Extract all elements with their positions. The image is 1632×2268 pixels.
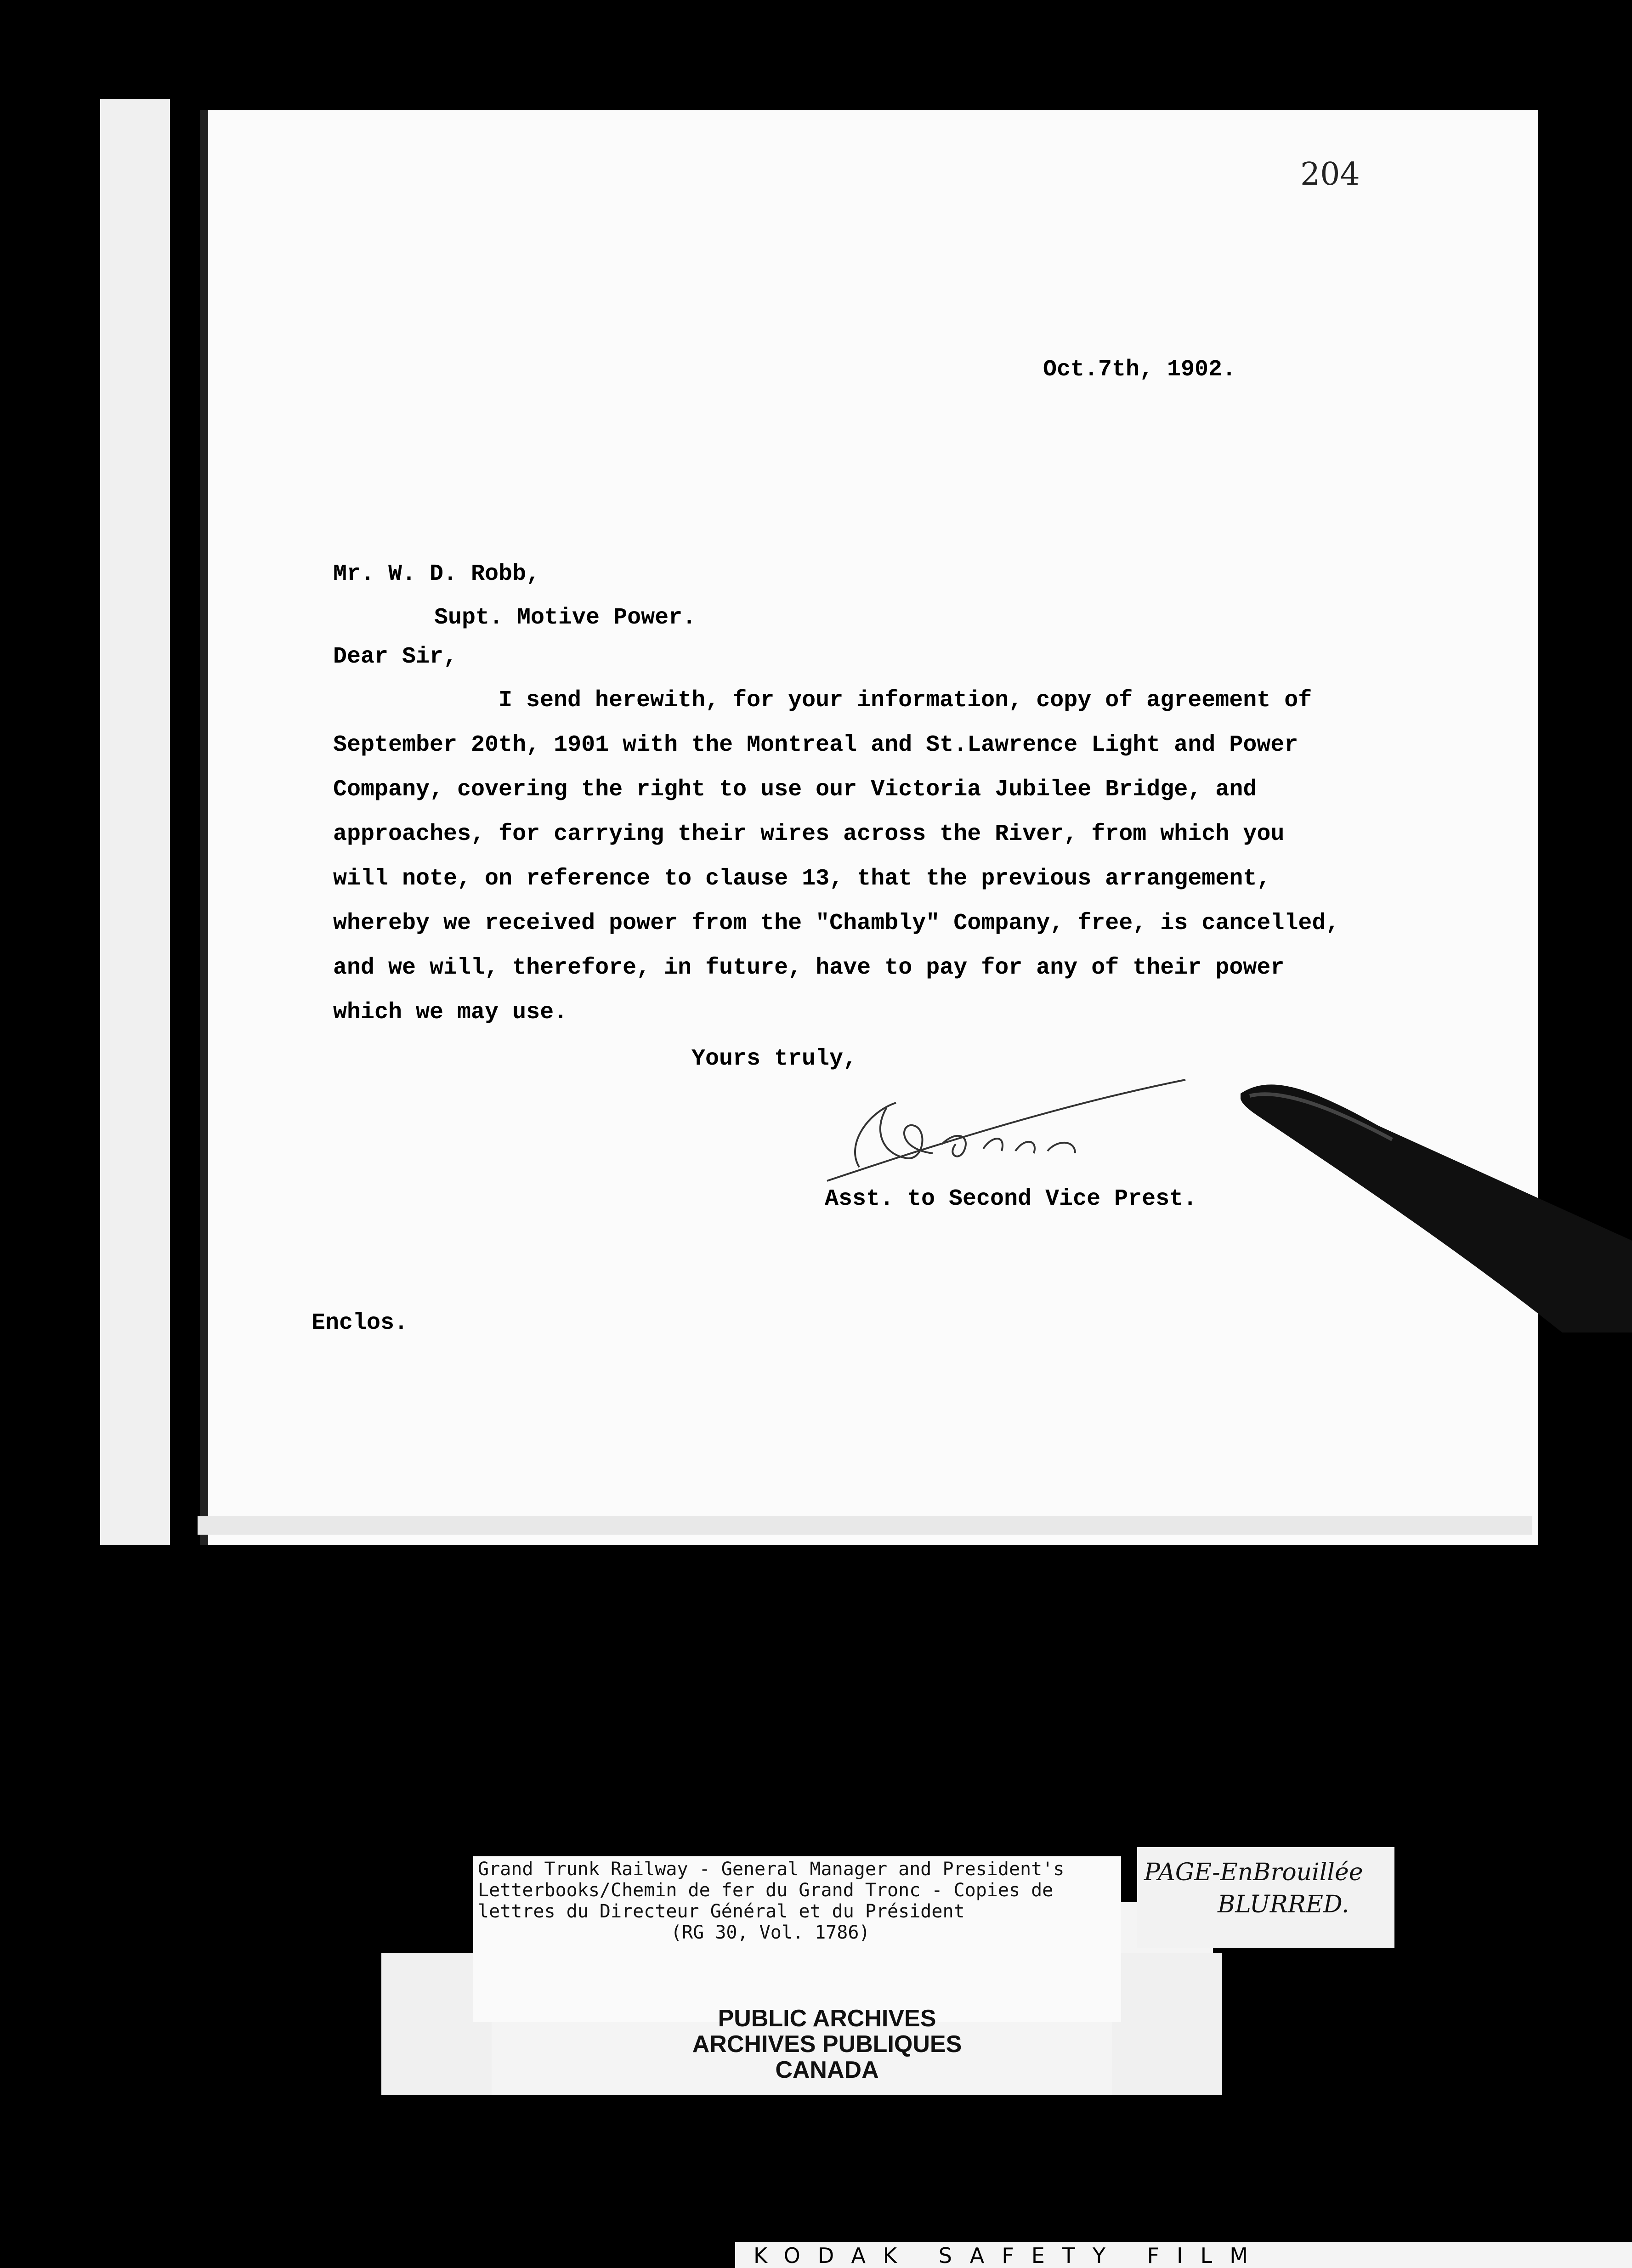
blur-note-line: PAGE-EnBrouillée <box>1144 1859 1363 1886</box>
archive-label-text <box>478 1859 1121 1943</box>
archive-reference: (RG 30, Vol. 1786) <box>671 1922 870 1943</box>
body-line: I send herewith, for your information, copy of agreement of <box>499 687 1312 714</box>
body-line: and we will, therefore, in future, have to pay for any of their power <box>333 955 1285 981</box>
addressee-title: Supt. Motive Power. <box>434 605 697 631</box>
archive-label-line: Grand Trunk Railway - General Manager and President's <box>478 1859 1065 1880</box>
body-line: Company, covering the right to use our Victoria Jubilee Bridge, and <box>333 777 1257 803</box>
body-line: whereby we received power from the "Chambly" Company, free, is cancelled, <box>333 910 1340 936</box>
enclosure-note: Enclos. <box>312 1310 408 1336</box>
body-line: will note, on reference to clause 13, that the previous arrangement, <box>333 866 1271 892</box>
archives-line: PUBLIC ARCHIVES <box>718 2005 936 2032</box>
body-line: which we may use. <box>333 999 568 1026</box>
film-left-gap <box>175 99 180 1545</box>
signature-image <box>818 1075 1213 1185</box>
salutation: Dear Sir, <box>333 644 458 670</box>
film-left-strip <box>100 99 170 1545</box>
archive-label-line: Letterbooks/Chemin de fer du Grand Tronc - Copies de <box>478 1880 1054 1901</box>
archive-label-line: lettres du Directeur Général et du Président <box>478 1901 965 1922</box>
signer-title: Asst. to Second Vice Prest. <box>825 1186 1197 1212</box>
public-archives-stamp <box>528 2006 1126 2083</box>
archives-line: CANADA <box>775 2057 879 2083</box>
blur-note <box>1144 1856 1363 1921</box>
closing: Yours truly, <box>691 1046 857 1072</box>
pen-icon <box>1241 1075 1632 1332</box>
film-edge-text: KODAK SAFETY FILM <box>754 2243 1265 2268</box>
label-right-tab <box>1112 1953 1222 2095</box>
blur-note-line: BLURRED. <box>1218 1891 1349 1918</box>
archives-line: ARCHIVES PUBLIQUES <box>692 2031 962 2058</box>
body-line: approaches, for carrying their wires across the River, from which you <box>333 821 1285 847</box>
letter-date: Oct.7th, 1902. <box>1043 357 1236 383</box>
page-bottom-edge <box>198 1516 1532 1535</box>
body-line: September 20th, 1901 with the Montreal and St.Lawrence Light and Power <box>333 732 1298 758</box>
addressee-name: Mr. W. D. Robb, <box>333 561 540 587</box>
page-number: 204 <box>1300 156 1360 193</box>
